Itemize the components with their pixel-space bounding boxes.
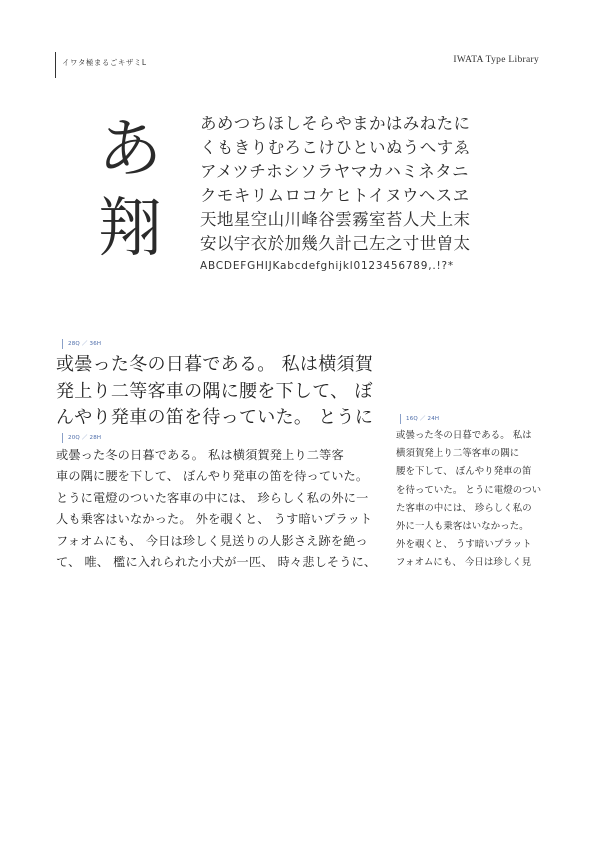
charset-row-kanji-2: 安以宇衣於加幾久計己左之寸世曽太 bbox=[200, 234, 471, 253]
sample-text-28q bbox=[56, 352, 373, 432]
sample-line: 横須賀発上り二等客車の隅に bbox=[396, 448, 520, 460]
sample-line: んやり発車の笛を待っていた。 とうに bbox=[56, 407, 374, 428]
sample-line: 外を覗くと、 うす暗いプラット bbox=[396, 539, 532, 551]
sample-text-16q bbox=[396, 427, 541, 573]
sample-line: 或曇った冬の日暮である。 私は bbox=[396, 430, 532, 441]
sample-text-20q bbox=[56, 445, 376, 573]
sample-line: 発上り二等客車の隅に腰を下して、 ぼ bbox=[56, 380, 373, 402]
charset-row-katakana-2: クモキリムロコケヒトイヌウヘスヱ bbox=[200, 186, 470, 205]
sample-line: 腰を下して、 ぼんやり発車の笛 bbox=[396, 466, 532, 478]
header-rule bbox=[55, 52, 56, 78]
spec-label-20q: 20Q ／ 28H bbox=[62, 433, 101, 443]
library-title: IWATA Type Library bbox=[453, 55, 539, 65]
showcase-glyph-a: あ bbox=[98, 113, 162, 187]
sample-line: た客車の中には、 珍らしく私の bbox=[396, 502, 532, 514]
sample-line: とうに電燈のついた客車の中には、 珍らしく私の外に一 bbox=[56, 490, 369, 505]
sample-line: 外に一人も乗客はいなかった。 bbox=[396, 521, 529, 533]
sample-line: 或曇った冬の日暮である。 私は横須賀 bbox=[56, 354, 374, 375]
spec-label-28q: 28Q ／ 36H bbox=[62, 339, 101, 349]
charset-row-katakana-1: アメツチホシソラヤマカハミネタニ bbox=[200, 162, 469, 181]
font-name-label: イワタ極まるごキザミL bbox=[62, 58, 147, 67]
character-set bbox=[200, 112, 470, 273]
sample-line: 或曇った冬の日暮である。 私は横須賀発上り二等客 bbox=[56, 448, 344, 462]
sample-line: フォオムにも、 今日は珍しく見送りの人影さえ跡を絶っ bbox=[56, 533, 368, 548]
charset-row-hiragana-2: くもきりむろこけひといぬうへすゑ bbox=[200, 138, 471, 157]
sample-line: て、 唯、 檻に入れられた小犬が一匹、 時々悲しそうに、 bbox=[56, 555, 377, 570]
showcase-glyph-kakeru: 翔 bbox=[98, 192, 162, 266]
sample-line: フォオムにも、 今日は珍しく見 bbox=[396, 557, 532, 569]
spec-label-16q: 16Q ／ 24H bbox=[400, 414, 439, 424]
charset-row-kanji-1: 天地星空山川峰谷雲霧室苔人犬上末 bbox=[200, 210, 471, 229]
sample-line: 車の隅に腰を下して、 ぼんやり発車の笛を待っていた。 bbox=[56, 469, 369, 484]
charset-row-hiragana-1: あめつちほしそらやまかはみねたに bbox=[200, 114, 471, 133]
charset-row-latin: ABCDEFGHIJKabcdefghijkl0123456789,.!?* bbox=[200, 260, 454, 272]
sample-line: 人も乗客はいなかった。 外を覗くと、 うす暗いプラット bbox=[56, 512, 373, 527]
sample-line: を待っていた。 とうに電燈のつい bbox=[396, 484, 542, 496]
